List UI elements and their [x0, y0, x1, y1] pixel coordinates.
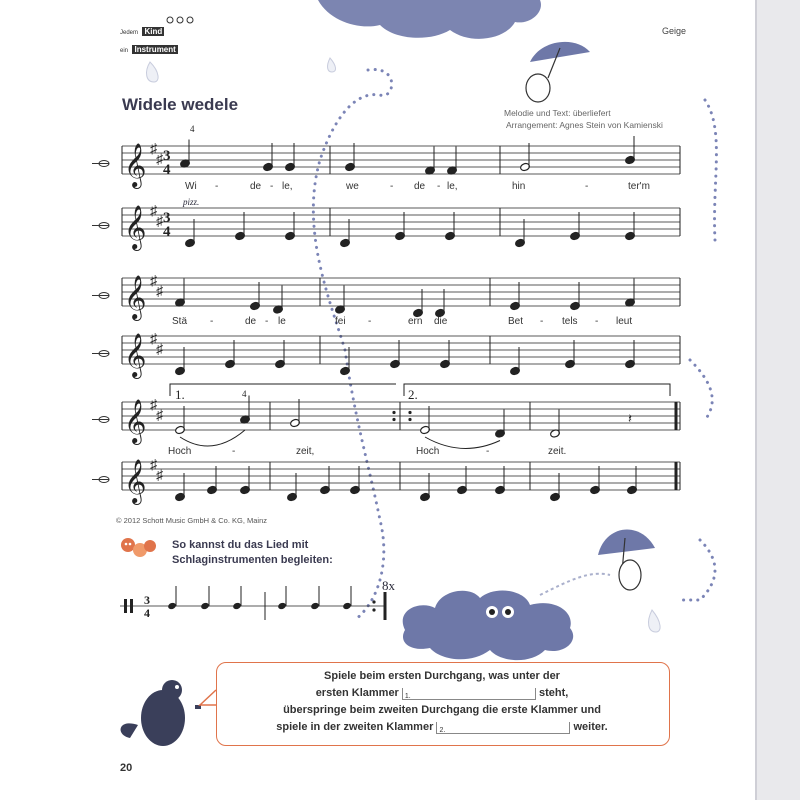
time-signature: 3: [163, 210, 171, 226]
lyric-syllable: le,: [282, 181, 293, 192]
copyright: © 2012 Schott Music GmbH & Co. KG, Mainz: [116, 516, 267, 525]
instruction-line-3: überspringe beim zweiten Durchgang die erste Klammer und: [283, 704, 601, 716]
percussion-heading-line-2: Schlaginstrumenten begleiten:: [172, 554, 333, 566]
lyric-syllable: Wi: [185, 181, 197, 192]
time-signature: 4: [144, 606, 150, 620]
blank-field-1: 1.: [402, 688, 536, 700]
lyric-syllable: tels: [562, 316, 578, 327]
fingering: 4: [242, 389, 247, 399]
lyric-syllable: hin: [512, 181, 526, 192]
key-sharp: ♯: [150, 204, 157, 219]
pizz-marking: pizz.: [183, 197, 200, 207]
instruction-line-4a: spiele in der zweiten Klammer: [276, 721, 434, 733]
note-head: [342, 602, 352, 610]
lyric-syllable: -: [215, 181, 219, 192]
lyric-syllable: -: [210, 316, 214, 327]
lyric-syllable: fei: [335, 316, 346, 327]
lyric-syllable: le,: [447, 181, 458, 192]
key-sharp: ♯: [150, 142, 157, 157]
repeat-dot: [372, 608, 375, 611]
volta-bracket: [404, 384, 670, 396]
volta-label: 1.: [175, 387, 185, 402]
lyric-syllable: Hoch: [168, 446, 192, 457]
lyric-syllable: le: [278, 316, 286, 327]
note-head: [167, 602, 177, 610]
lyric-syllable: -: [540, 316, 544, 327]
treble-clef: 𝄞: [124, 461, 147, 503]
lyric-syllable: zeit,: [296, 446, 315, 457]
instruction-line-4b: weiter.: [573, 721, 608, 733]
time-signature: 4: [163, 224, 171, 240]
song-title: Widele wedele: [122, 95, 239, 114]
key-sharp: ♯: [156, 342, 163, 358]
lyric-syllable: die: [434, 316, 448, 327]
note-head: [277, 602, 287, 610]
lyric-syllable: zeit.: [548, 446, 567, 457]
instruction-line-1: Spiele beim ersten Durchgang, was unter der: [324, 670, 560, 682]
logo-text-4: Instrument: [134, 45, 176, 54]
treble-clef: 𝄞: [124, 401, 147, 443]
fingering: 4: [190, 124, 195, 134]
key-sharp: ♯: [156, 468, 163, 484]
volta-label: 2.: [408, 387, 418, 402]
credit-arrangement: Arrangement: Agnes Stein von Kamienski: [506, 120, 663, 130]
credit-melody: Melodie und Text: überliefert: [504, 108, 611, 118]
lyric-syllable: -: [265, 316, 269, 327]
blank-field-2: 2.: [436, 722, 570, 734]
note-head: [200, 602, 210, 610]
repeat-dot: [392, 411, 395, 414]
lyric-syllable: Bet: [508, 316, 524, 327]
logo-text-2: Kind: [144, 27, 163, 36]
lyric-syllable: de: [414, 181, 426, 192]
page-number: 20: [120, 762, 133, 774]
instrument-label: Geige: [662, 26, 687, 36]
lyric-syllable: Hoch: [416, 446, 440, 457]
lyric-syllable: leut: [616, 316, 633, 327]
key-sharp: ♯: [156, 284, 163, 300]
repeat-dot: [372, 600, 375, 603]
repeat-count: 8x: [382, 578, 395, 593]
slur: [180, 430, 245, 446]
treble-clef: 𝄞: [124, 277, 147, 319]
logo-text-3: ein: [120, 48, 129, 54]
lyric-syllable: -: [486, 446, 490, 457]
note-head: [310, 602, 320, 610]
percussion-heading-line-1: So kannst du das Lied mit: [172, 539, 309, 551]
lyric-syllable: Stä: [172, 316, 188, 327]
key-sharp: ♯: [156, 408, 163, 424]
key-sharp: ♯: [150, 274, 157, 289]
repeat-dot: [392, 418, 395, 421]
time-signature: 3: [144, 593, 150, 607]
volta-bracket: [170, 384, 396, 396]
lyric-syllable: de: [250, 181, 262, 192]
lyric-syllable: -: [270, 181, 274, 192]
percussion-heading: [172, 538, 392, 568]
key-sharp: ♯: [156, 214, 163, 230]
repeat-dot: [408, 411, 411, 414]
repeat-dot: [408, 418, 411, 421]
lyric-syllable: de: [245, 316, 257, 327]
percussion-clef: [124, 599, 127, 613]
lyric-syllable: -: [595, 316, 599, 327]
time-signature: 3: [163, 148, 171, 164]
percussion-clef: [130, 599, 133, 613]
key-sharp: ♯: [156, 152, 163, 168]
treble-clef: 𝄞: [124, 335, 147, 377]
note-head: [232, 602, 242, 610]
key-sharp: ♯: [150, 332, 157, 347]
instruction-line-2b: steht,: [538, 687, 569, 699]
instruction-text: [220, 668, 664, 736]
key-sharp: ♯: [150, 458, 157, 473]
lyric-syllable: ter'm: [628, 181, 650, 192]
lyric-syllable: -: [585, 181, 589, 192]
lyric-syllable: -: [437, 181, 441, 192]
lyric-syllable: -: [232, 446, 236, 457]
rest: 𝄽: [628, 411, 632, 426]
lyric-syllable: -: [390, 181, 394, 192]
lyric-syllable: -: [368, 316, 372, 327]
lyric-syllable: ern: [408, 316, 423, 327]
treble-clef: 𝄞: [124, 145, 147, 187]
key-sharp: ♯: [150, 398, 157, 413]
time-signature: 4: [163, 162, 171, 178]
instruction-line-2a: ersten Klammer: [315, 687, 399, 699]
logo-text-1: Jedem: [120, 30, 139, 36]
lyric-syllable: we: [346, 181, 359, 192]
treble-clef: 𝄞: [124, 207, 147, 249]
